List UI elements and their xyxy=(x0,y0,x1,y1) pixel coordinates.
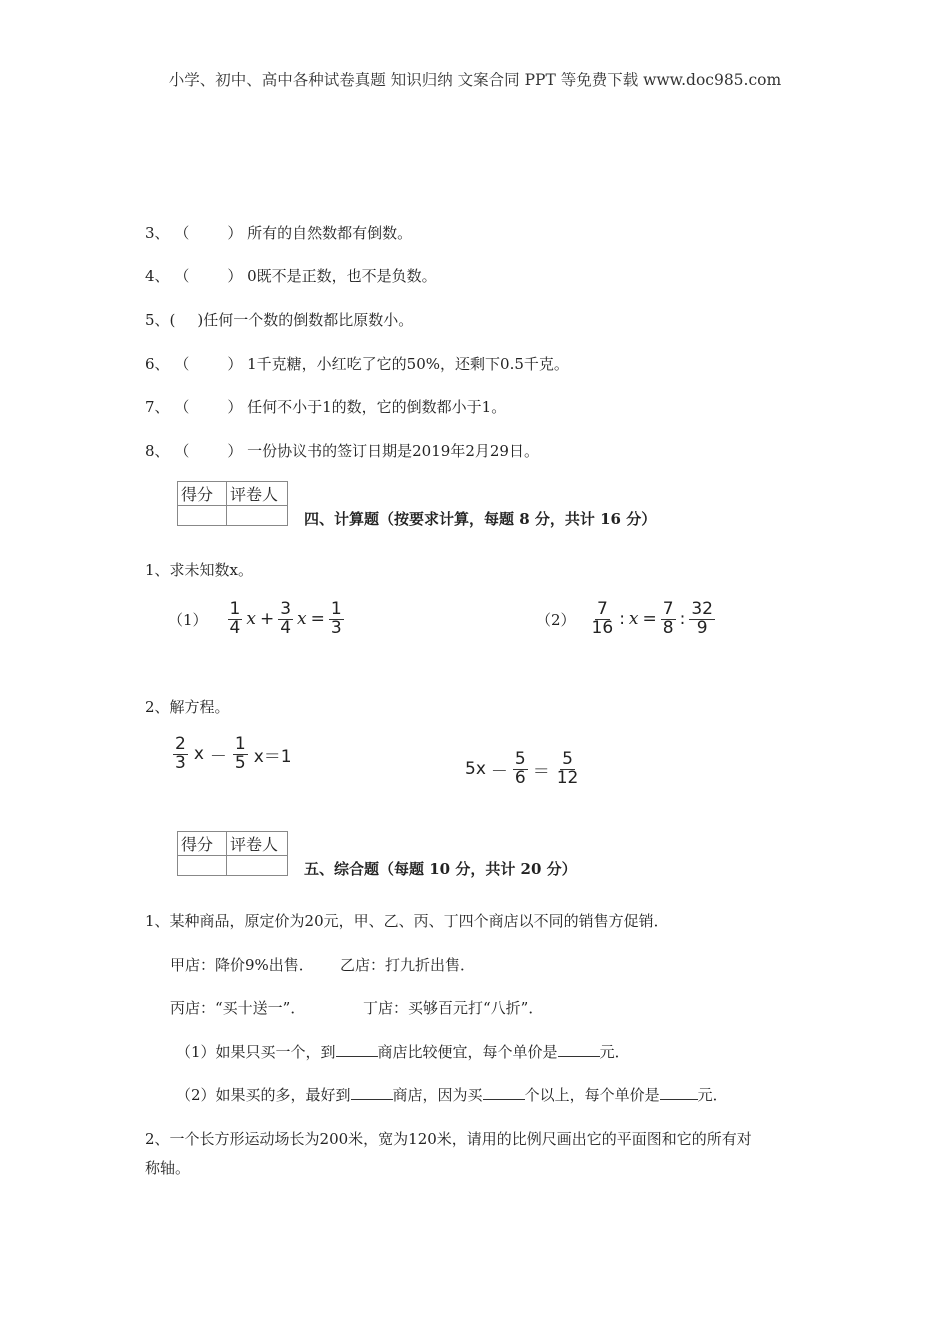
item-number: 3、 xyxy=(145,224,170,242)
s4-question-1: 1、求未知数x。 xyxy=(145,561,254,579)
numerator: 1 xyxy=(229,599,241,619)
variable-x: x xyxy=(193,744,204,765)
denominator: 5 xyxy=(234,752,246,773)
s4-q2-equation2 xyxy=(465,751,580,788)
denominator: 4 xyxy=(280,617,292,638)
judge-item-8 xyxy=(145,440,539,461)
answer-bracket-close: ） xyxy=(227,355,243,373)
minus-sign: － xyxy=(209,746,227,767)
s5-q1-sub1 xyxy=(176,1041,630,1062)
answer-bracket-close: ） xyxy=(227,224,243,242)
fraction xyxy=(513,751,528,788)
score-label: 得分 xyxy=(178,482,227,506)
answer-blank[interactable] xyxy=(483,1085,525,1100)
denominator: 9 xyxy=(696,617,708,638)
variable-x: x xyxy=(246,609,256,630)
answer-bracket-open: （ xyxy=(174,398,190,416)
variable-x: x xyxy=(628,609,639,630)
plus-sign: + xyxy=(259,609,275,630)
numerator: 2 xyxy=(175,734,186,754)
s5-q1-store-jia: 甲店：降价9%出售． xyxy=(170,956,314,974)
page-header: 小学、初中、高中各种试卷真题 知识归纳 文案合同 PPT 等免费下载 www.doc985.com xyxy=(168,71,782,89)
sub1-text-b: 商店比较便宜，每个单价是 xyxy=(377,1043,558,1061)
judge-item-6 xyxy=(145,353,569,374)
judge-item-5 xyxy=(145,309,413,330)
s5-q1-store-ding: 丁店：买够百元打“八折”． xyxy=(363,999,544,1017)
denominator: 8 xyxy=(662,617,674,638)
item-text: 任何一个数的倒数都比原数小。 xyxy=(203,311,414,329)
answer-blank[interactable] xyxy=(336,1042,378,1057)
s4-q1-part2 xyxy=(536,601,715,638)
fraction xyxy=(689,601,715,638)
answer-bracket-close: ） xyxy=(227,442,243,460)
denominator: 12 xyxy=(556,767,579,788)
equals-sign: ＝ xyxy=(532,761,550,782)
s5-question-2-line1: 2、一个长方形运动场长为200米，宽为120米，请用的比例尺画出它的平面图和它的所有对 xyxy=(145,1130,752,1148)
denominator: 4 xyxy=(229,617,241,638)
part-label: （1） xyxy=(168,610,208,629)
s5-q1-store-bing: 丙店：“买十送一”． xyxy=(170,999,306,1017)
term-5x: 5x xyxy=(465,759,486,780)
s5-question-2-line2: 称轴。 xyxy=(145,1159,191,1177)
denominator: 3 xyxy=(330,617,342,638)
fraction xyxy=(233,736,248,773)
sub2-text-c: 个以上，每个单价是 xyxy=(524,1086,660,1104)
fraction xyxy=(173,736,188,773)
variable-x: x xyxy=(297,609,307,630)
item-text: 1千克糖，小红吃了它的50%，还剩下0.5千克。 xyxy=(247,355,569,373)
s5-q1-sub2 xyxy=(176,1084,728,1105)
numerator: 3 xyxy=(280,599,292,619)
denominator: 3 xyxy=(175,752,186,773)
equation-tail: x＝1 xyxy=(253,746,292,767)
score-label: 得分 xyxy=(178,832,227,856)
colon: : xyxy=(619,609,625,630)
sub2-text-d: 元． xyxy=(697,1086,728,1104)
sub2-text-b: 商店，因为买 xyxy=(392,1086,483,1104)
judge-item-4 xyxy=(145,265,437,286)
score-box-section5 xyxy=(177,831,288,876)
s4-q2-equation1 xyxy=(173,736,292,773)
s4-question-2: 2、解方程。 xyxy=(145,698,230,716)
fraction xyxy=(278,601,293,638)
answer-bracket-open: （ xyxy=(174,442,190,460)
grader-cell[interactable] xyxy=(227,506,288,526)
sub1-text-a: （1）如果只买一个，到 xyxy=(176,1043,336,1061)
numerator: 7 xyxy=(662,599,674,619)
section5-title: 五、综合题（每题 10 分，共计 20 分） xyxy=(304,860,577,878)
grader-label: 评卷人 xyxy=(227,482,288,506)
item-text: 一份协议书的签订日期是2019年2月29日。 xyxy=(247,442,539,460)
answer-bracket-close: ） xyxy=(227,267,243,285)
fraction xyxy=(661,601,676,638)
answer-bracket-open: （ xyxy=(174,224,190,242)
minus-sign: － xyxy=(490,761,508,782)
answer-blank[interactable] xyxy=(558,1042,600,1057)
equals-sign: = xyxy=(642,609,657,630)
fraction xyxy=(228,601,243,638)
fraction xyxy=(590,601,616,638)
sub1-text-c: 元． xyxy=(599,1043,630,1061)
s5-question-1: 1、某种商品，原定价为20元，甲、乙、丙、丁四个商店以不同的销售方促销． xyxy=(145,912,669,930)
s4-q1-part1 xyxy=(168,601,344,638)
grader-label: 评卷人 xyxy=(227,832,288,856)
item-number: 6、 xyxy=(145,355,170,373)
numerator: 7 xyxy=(596,599,608,619)
item-number: 8、 xyxy=(145,442,170,460)
denominator: 16 xyxy=(591,617,614,638)
part-label: （2） xyxy=(536,610,576,629)
answer-bracket-close: ） xyxy=(227,398,243,416)
numerator: 1 xyxy=(330,599,342,619)
score-box-section4 xyxy=(177,481,288,526)
item-text: 所有的自然数都有倒数。 xyxy=(247,224,413,242)
judge-item-7 xyxy=(145,396,506,417)
item-text: 0既不是正数，也不是负数。 xyxy=(247,267,437,285)
answer-bracket-open: （ xyxy=(174,267,190,285)
colon: : xyxy=(679,609,686,630)
judge-item-3 xyxy=(145,222,412,243)
answer-bracket-close: ) xyxy=(197,311,204,329)
equals-sign: = xyxy=(310,609,325,630)
section4-title: 四、计算题（按要求计算，每题 8 分，共计 16 分） xyxy=(304,510,657,528)
item-number: 7、 xyxy=(145,398,170,416)
denominator: 6 xyxy=(514,767,526,788)
grader-cell[interactable] xyxy=(227,856,288,876)
answer-bracket-open: ( xyxy=(169,311,176,329)
s5-q1-store-yi: 乙店：打九折出售． xyxy=(340,956,476,974)
numerator: 5 xyxy=(514,749,526,769)
item-number: 4、 xyxy=(145,267,170,285)
score-cell[interactable] xyxy=(178,856,227,876)
numerator: 5 xyxy=(562,749,573,769)
fraction xyxy=(555,751,581,788)
sub2-text-a: （2）如果买的多，最好到 xyxy=(176,1086,351,1104)
numerator: 32 xyxy=(691,599,713,619)
item-text: 任何不小于1的数，它的倒数都小于1。 xyxy=(247,398,507,416)
answer-blank[interactable] xyxy=(351,1085,393,1100)
answer-bracket-open: （ xyxy=(174,355,190,373)
score-cell[interactable] xyxy=(178,506,227,526)
item-number: 5、 xyxy=(145,311,170,329)
fraction xyxy=(329,601,344,638)
numerator: 1 xyxy=(234,734,246,754)
answer-blank[interactable] xyxy=(660,1085,698,1100)
